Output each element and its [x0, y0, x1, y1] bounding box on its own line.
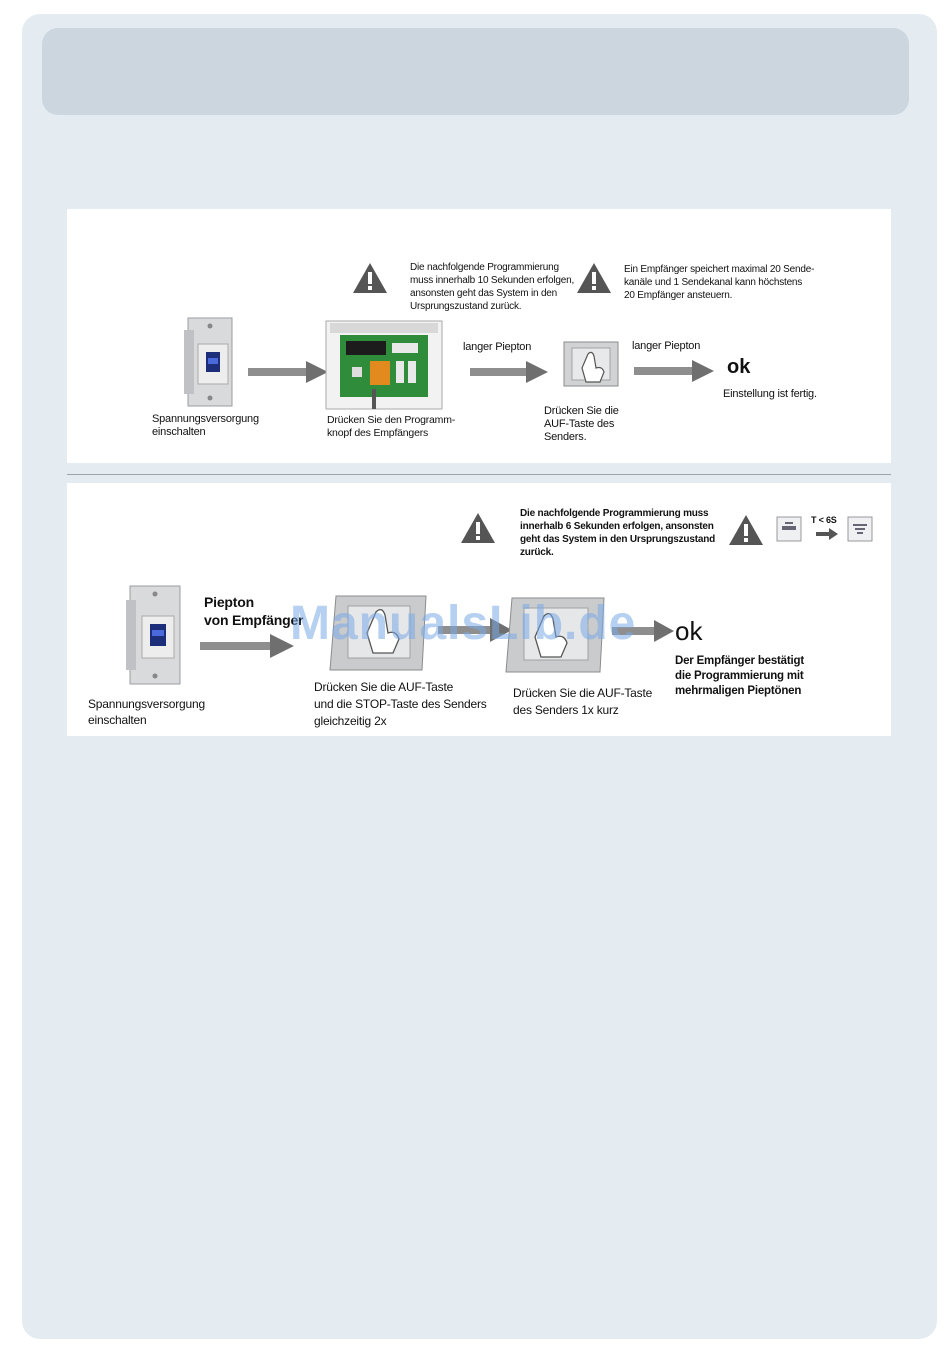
arrow-right-icon	[470, 361, 548, 383]
arrow-1-label: Piepton von Empfänger	[204, 594, 304, 628]
warning-text-2: Ein Empfänger speichert maximal 20 Sende- kanäle und 1 Sendekanal kann höchstens 20 Empfänger ansteuern.	[624, 264, 815, 301]
step-3-text: Drücken Sie die AUF-Taste des Senders 1x kurz	[513, 686, 653, 717]
arrow-3-label: langer Piepton	[632, 340, 701, 352]
warning-text-3: Die nachfolgende Programmierung muss innerhalb 6 Sekunden erfolgen, ansonsten geht das System in den Ursprungszustand zurück.	[520, 508, 716, 558]
step-1-text: Spannungsversorgung einschalten	[88, 697, 205, 727]
warning-icon	[576, 262, 612, 294]
transmitter-icon	[562, 340, 620, 388]
timing-label: T < 6S	[811, 515, 837, 525]
step-3-text: Drücken Sie die AUF-Taste des Senders.	[544, 405, 619, 443]
section-divider	[67, 474, 891, 475]
step-2-text: Drücken Sie den Programm- knopf des Empfängers	[327, 414, 456, 439]
done-text: Einstellung ist fertig.	[723, 388, 817, 400]
warning-icon	[352, 262, 388, 294]
small-transmitter-icon	[847, 516, 873, 542]
receiver-board-icon	[326, 321, 442, 409]
warning-text-1: Die nachfolgende Programmierung muss innerhalb 10 Sekunden erfolgen, ansonsten geht das System in den Ursprungszustand zurück.	[410, 262, 575, 312]
circuit-breaker-icon	[184, 318, 236, 406]
arrow-right-icon	[634, 360, 714, 382]
ok-label: ok	[675, 616, 703, 646]
arrow-right-icon	[200, 634, 294, 658]
circuit-breaker-icon	[126, 586, 184, 684]
arrow-right-icon	[248, 361, 328, 383]
arrow-right-icon	[816, 528, 838, 540]
step-2-text: Drücken Sie die AUF-Taste und die STOP-Taste des Senders gleichzeitig 2x	[314, 680, 487, 728]
warning-icon	[460, 512, 496, 544]
warning-icon	[728, 514, 764, 546]
arrow-2-label: langer Piepton	[463, 341, 532, 353]
ok-label: ok	[727, 356, 751, 378]
done-text: Der Empfänger bestätigt die Programmierung mit mehrmaligen Pieptönen	[675, 655, 804, 697]
small-transmitter-icon	[776, 516, 802, 542]
watermark: ManualsLib.de	[290, 597, 637, 650]
header-band	[42, 28, 909, 115]
step-1-text: Spannungsversorgung einschalten	[152, 413, 259, 438]
